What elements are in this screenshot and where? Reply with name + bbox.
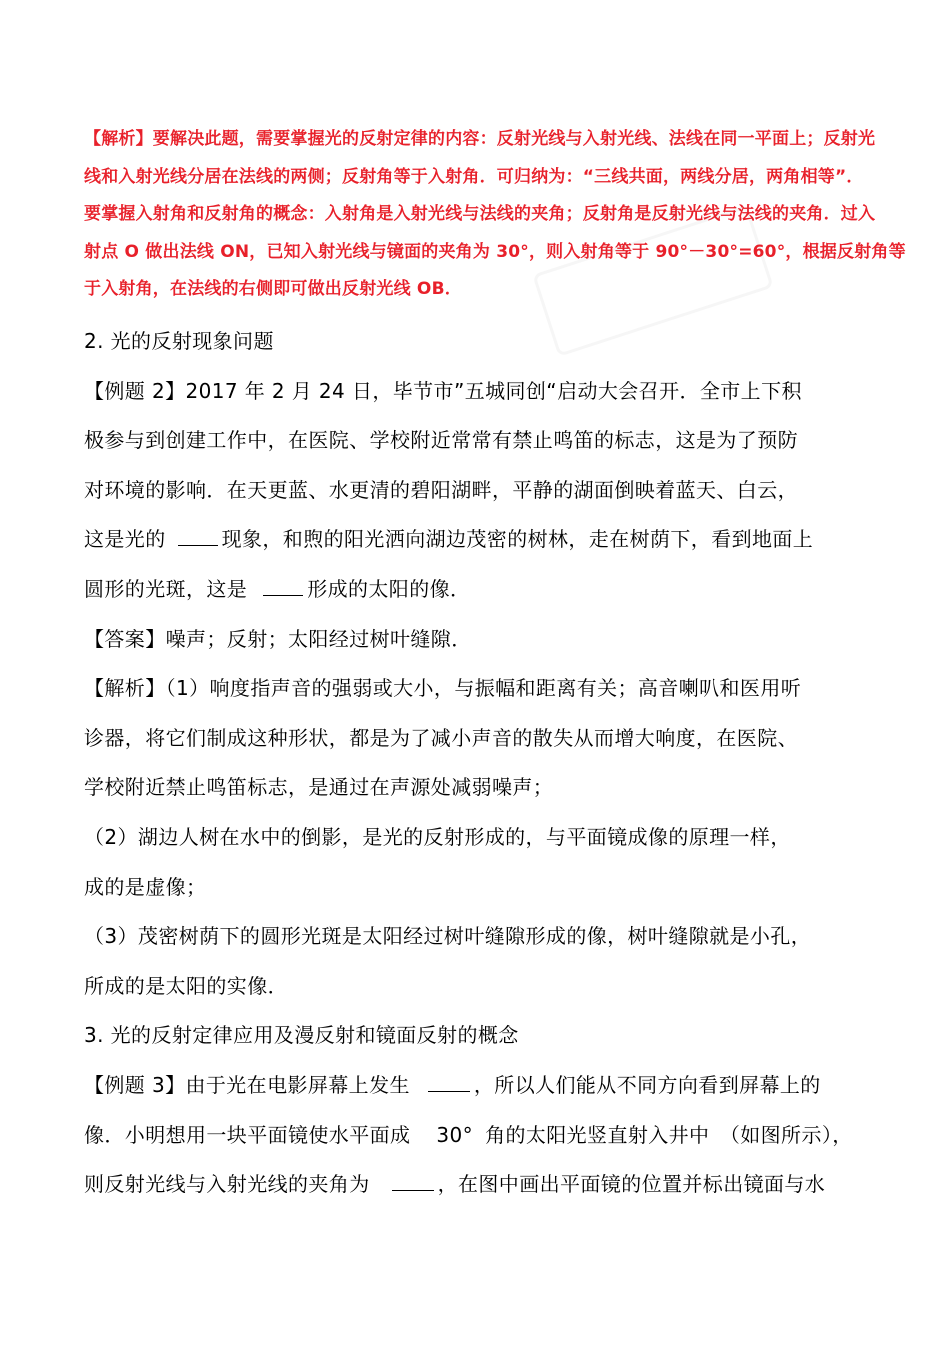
analysis-text: （3）茂密树荫下的圆形光斑是太阳经过树叶缝隙形成的像，树叶缝隙就是小孔， (84, 924, 812, 949)
analysis-text: 诊器，将它们制成这种形状，都是为了减小声音的散失从而增大响度，在医院、 (84, 725, 798, 750)
analysis-line: 【解析】要解决此题，需要掌握光的反射定律的内容：反射光线与入射光线、法线在同一平面上；反射光 (84, 129, 876, 149)
answer-text: 【答案】噪声；反射；太阳经过树叶缝隙． (84, 626, 472, 651)
analysis-line: 射点 O 做出法线 ON，已知入射光线与镜面的夹角为 30°，则入射角等于 90°－30°=60°，根据反射角等 (84, 241, 906, 262)
example-text (84, 1067, 884, 1103)
document-body (84, 323, 884, 1216)
analysis-line: 要掌握入射角和反射角的概念：入射角是入射光线与法线的夹角；反射角是反射光线与法线的夹角．过入 (84, 204, 876, 224)
answer-blank (263, 575, 303, 596)
angle-value: 30° (436, 1122, 474, 1147)
example-text-part: ，在图中画出平面镜的位置并标出镜面与水 (437, 1172, 826, 1197)
analysis-text: 【解析】（1）响度指声音的强弱或大小，与振幅和距离有关；高音喇叭和医用听 (84, 676, 802, 701)
example-text: 【例题 2】2017 年 2 月 24 日，毕节市”五城同创“启动大会召开．全市上下积 (84, 378, 802, 403)
example-text-part: 角的太阳光竖直射入井中 （如图所示）， (485, 1122, 853, 1147)
example-text (84, 1166, 884, 1202)
example-text: 对环境的影响．在天更蓝、水更清的碧阳湖畔，平静的湖面倒映着蓝天、白云， (84, 477, 798, 502)
analysis-line: 线和入射光线分居在法线的两侧；反射角等于入射角．可归纳为：“三线共面，两线分居，两角相等”． (84, 166, 864, 187)
analysis-text: 成的是虚像； (84, 874, 207, 899)
example-text-part: 形成的太阳的像． (307, 576, 471, 601)
analysis-text: 所成的是太阳的实像． (84, 973, 288, 998)
example-text (84, 1117, 884, 1153)
example-text (84, 571, 884, 607)
answer-blank (178, 525, 218, 546)
example-text-part: ，所以人们能从不同方向看到屏幕上的 (473, 1072, 821, 1097)
analysis-text: （2）湖边人树在水中的倒影，是光的反射形成的，与平面镜成像的原理一样， (84, 824, 791, 849)
answer-blank (428, 1071, 470, 1092)
example-text-part: 【例题 3】由于光在电影屏幕上发生 (84, 1072, 410, 1097)
section-heading: 2. 光的反射现象问题 (84, 329, 274, 353)
example-text-part: 这是光的 (84, 527, 166, 552)
analysis-red-block (84, 127, 906, 315)
example-text-part: 圆形的光斑，这是 (84, 576, 248, 601)
example-text-part: 像．小明想用一块平面镜使水平面成 (84, 1122, 411, 1147)
example-text-part: 现象，和煦的阳光洒向湖边茂密的树林，走在树荫下，看到地面上 (221, 527, 814, 552)
answer-blank (392, 1170, 434, 1191)
section-heading: 3. 光的反射定律应用及漫反射和镜面反射的概念 (84, 1023, 519, 1048)
example-text (84, 521, 884, 557)
analysis-text: 学校附近禁止鸣笛标志，是通过在声源处减弱噪声； (84, 775, 554, 800)
example-text: 极参与到创建工作中，在医院、学校附近常常有禁止鸣笛的标志，这是为了预防 (84, 428, 798, 453)
analysis-line: 于入射角，在法线的右侧即可做出反射光线 OB． (84, 279, 462, 299)
example-text-part: 则反射光线与入射光线的夹角为 (84, 1172, 370, 1197)
